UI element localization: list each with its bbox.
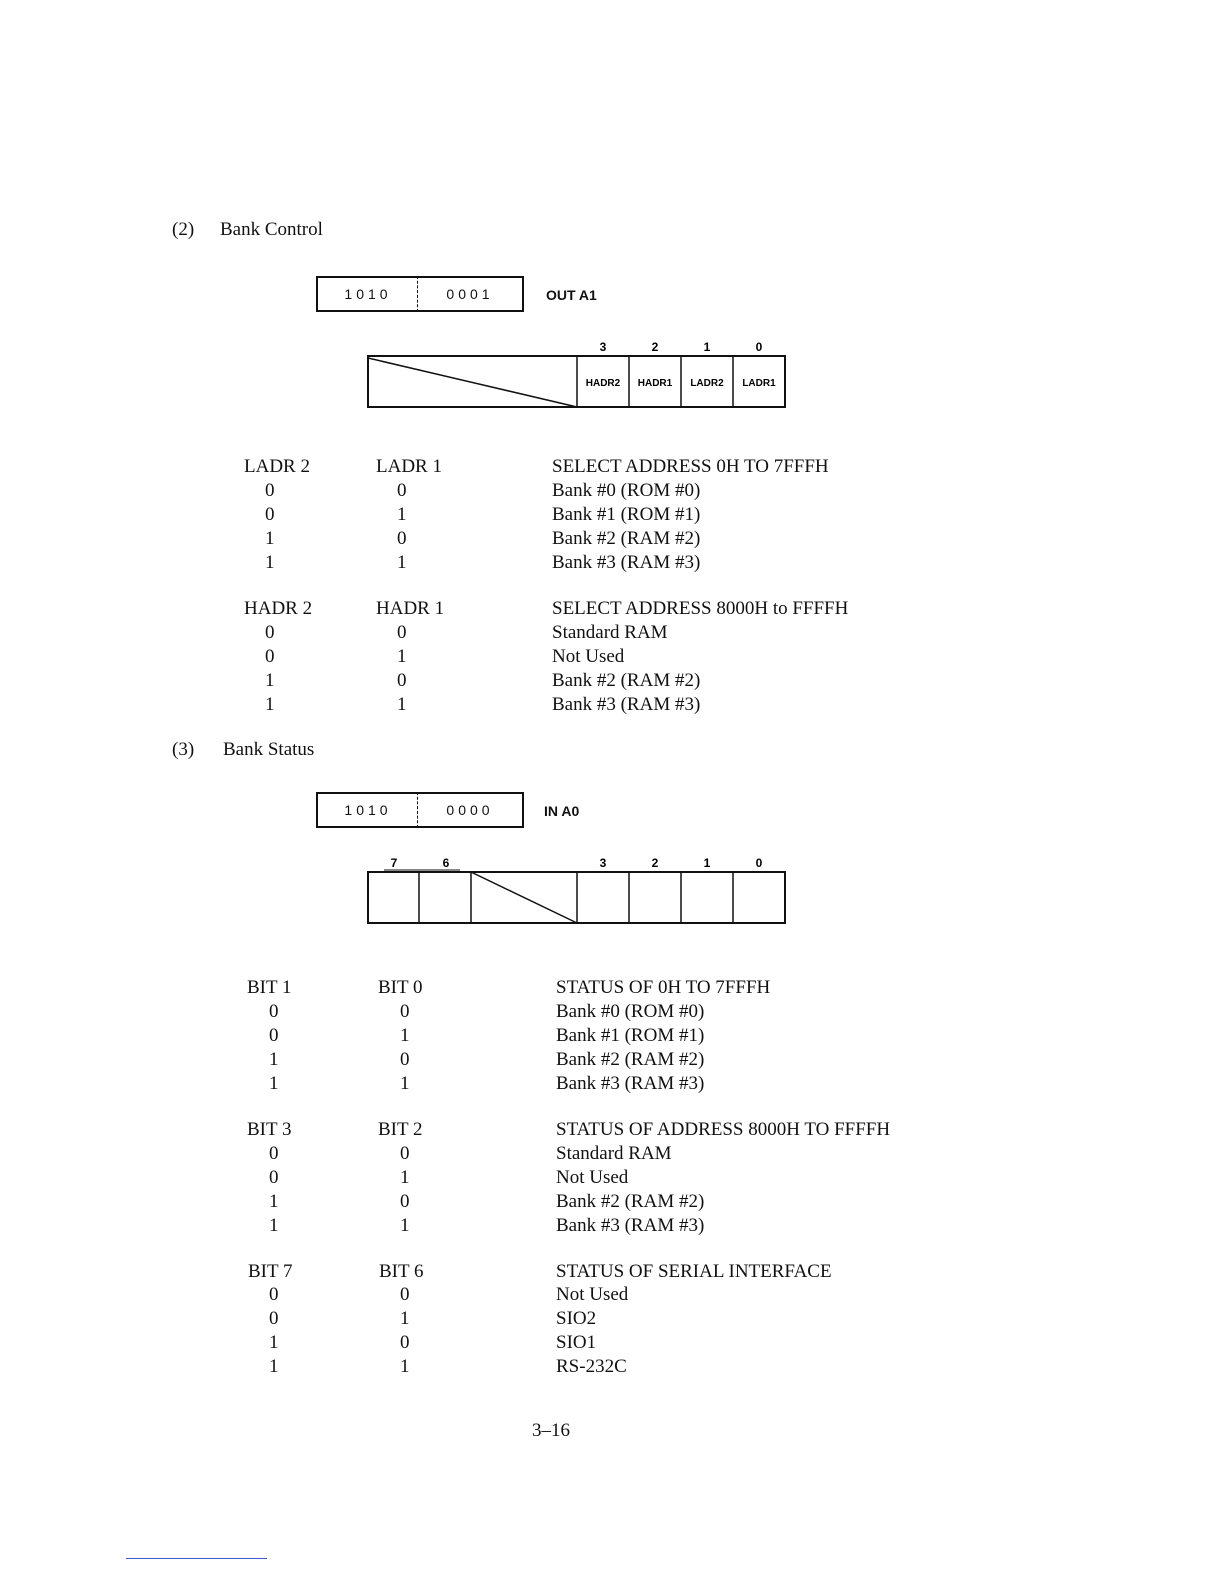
bit-number: 3 xyxy=(599,856,607,870)
bit-number: 7 xyxy=(390,856,398,870)
table-cell: 0 xyxy=(400,1001,410,1022)
table-cell: 1 xyxy=(397,694,407,715)
bit-number: 0 xyxy=(755,340,763,354)
table-cell: 0 xyxy=(269,1167,279,1188)
bit-number: 1 xyxy=(703,856,711,870)
table-cell: 0 xyxy=(397,480,407,501)
table-cell: 1 xyxy=(269,1215,279,1236)
table-cell: Bank #2 (RAM #2) xyxy=(556,1191,705,1212)
section-title: Bank Control xyxy=(220,219,323,240)
table-header: SELECT ADDRESS 0H TO 7FFFH xyxy=(552,456,829,477)
table-cell: Not Used xyxy=(552,646,625,667)
port-address-box-in xyxy=(316,792,524,828)
table-header: BIT 7 xyxy=(248,1261,293,1282)
bit-7-6-serial-table xyxy=(0,1260,1224,1384)
table-cell: Bank #2 (RAM #2) xyxy=(552,528,701,549)
port-address-high-nibble: 1010 xyxy=(344,802,392,818)
table-cell: 1 xyxy=(400,1073,410,1094)
scan-edge-line xyxy=(126,1558,267,1559)
table-cell: Bank #3 (RAM #3) xyxy=(556,1215,705,1236)
table-cell: 1 xyxy=(400,1167,410,1188)
port-address-box-out xyxy=(316,276,524,312)
section-heading-bank-control xyxy=(172,219,323,241)
port-label-out: OUT A1 xyxy=(546,287,597,303)
bit-field-label: HADR1 xyxy=(637,378,673,389)
table-cell: Not Used xyxy=(556,1167,629,1188)
bit-field-label: LADR2 xyxy=(690,378,724,389)
table-cell: 0 xyxy=(269,1308,279,1329)
bit-field-label: LADR1 xyxy=(742,378,776,389)
table-cell: 1 xyxy=(265,552,275,573)
table-header: LADR 1 xyxy=(376,456,442,477)
section-title: Bank Status xyxy=(223,739,315,760)
table-cell: Bank #1 (ROM #1) xyxy=(552,504,701,525)
table-cell: 0 xyxy=(400,1143,410,1164)
table-cell: 1 xyxy=(400,1356,410,1377)
bit-number: 0 xyxy=(755,856,763,870)
table-cell: 1 xyxy=(397,504,407,525)
table-cell: 0 xyxy=(269,1001,279,1022)
port-address-high-nibble: 1010 xyxy=(344,286,392,302)
table-cell: Standard RAM xyxy=(552,622,668,643)
table-header: SELECT ADDRESS 8000H to FFFFH xyxy=(552,598,849,619)
table-cell: 1 xyxy=(265,694,275,715)
bank-control-register-diagram xyxy=(360,334,800,414)
table-header: STATUS OF ADDRESS 8000H TO FFFFH xyxy=(556,1119,891,1140)
table-cell: 0 xyxy=(400,1332,410,1353)
table-header: BIT 6 xyxy=(379,1261,424,1282)
table-cell: 1 xyxy=(269,1073,279,1094)
table-cell: 0 xyxy=(397,528,407,549)
section-number: (2) xyxy=(172,219,195,240)
table-cell: 0 xyxy=(269,1284,279,1305)
table-cell: 0 xyxy=(400,1191,410,1212)
table-cell: 0 xyxy=(265,480,275,501)
unused-bits-slash xyxy=(368,358,577,407)
table-cell: 0 xyxy=(269,1025,279,1046)
table-cell: 0 xyxy=(265,622,275,643)
bit-number: 2 xyxy=(651,856,659,870)
table-cell: 0 xyxy=(397,622,407,643)
ladr-select-table xyxy=(0,455,1224,579)
table-cell: 1 xyxy=(269,1356,279,1377)
table-header: BIT 0 xyxy=(378,977,423,998)
table-header: BIT 1 xyxy=(247,977,292,998)
bit-number: 6 xyxy=(442,856,450,870)
unused-bits-slash xyxy=(471,872,577,923)
table-cell: SIO1 xyxy=(556,1332,597,1353)
hadr-select-table xyxy=(0,597,1224,721)
table-cell: 1 xyxy=(265,528,275,549)
table-cell: 0 xyxy=(397,670,407,691)
table-cell: 1 xyxy=(400,1308,410,1329)
table-header: STATUS OF 0H TO 7FFFH xyxy=(556,977,771,998)
bit-number: 1 xyxy=(703,340,711,354)
section-heading-bank-status xyxy=(172,739,314,761)
table-cell: RS-232C xyxy=(556,1356,627,1377)
table-cell: 0 xyxy=(265,646,275,667)
table-cell: 1 xyxy=(400,1025,410,1046)
bank-status-register-diagram xyxy=(360,850,800,930)
section-number: (3) xyxy=(172,739,195,760)
bit-1-0-status-table xyxy=(0,976,1224,1100)
table-header: HADR 2 xyxy=(244,598,313,619)
table-header: BIT 3 xyxy=(247,1119,292,1140)
table-cell: Bank #3 (RAM #3) xyxy=(556,1073,705,1094)
table-header: BIT 2 xyxy=(378,1119,423,1140)
table-cell: Bank #1 (ROM #1) xyxy=(556,1025,705,1046)
table-cell: 1 xyxy=(397,552,407,573)
page-number: 3–16 xyxy=(532,1420,570,1441)
table-cell: Bank #0 (ROM #0) xyxy=(556,1001,705,1022)
table-cell: 1 xyxy=(269,1049,279,1070)
table-cell: 0 xyxy=(265,504,275,525)
port-address-low-nibble: 0000 xyxy=(446,802,494,818)
table-cell: Bank #3 (RAM #3) xyxy=(552,694,701,715)
table-header: LADR 2 xyxy=(244,456,310,477)
table-cell: 1 xyxy=(265,670,275,691)
table-cell: Bank #2 (RAM #2) xyxy=(552,670,701,691)
table-cell: Standard RAM xyxy=(556,1143,672,1164)
table-cell: 0 xyxy=(400,1284,410,1305)
table-cell: SIO2 xyxy=(556,1308,597,1329)
bit-number-labels xyxy=(600,340,763,354)
table-cell: Bank #0 (ROM #0) xyxy=(552,480,701,501)
table-header: STATUS OF SERIAL INTERFACE xyxy=(556,1261,832,1282)
port-address-low-nibble: 0001 xyxy=(446,286,494,302)
table-cell: 1 xyxy=(397,646,407,667)
table-cell: 1 xyxy=(269,1332,279,1353)
table-header: HADR 1 xyxy=(376,598,445,619)
table-cell: Bank #2 (RAM #2) xyxy=(556,1049,705,1070)
bit-number: 3 xyxy=(599,340,607,354)
bit-number: 2 xyxy=(651,340,659,354)
bit-3-2-status-table xyxy=(0,1118,1224,1242)
table-cell: 0 xyxy=(269,1143,279,1164)
port-label-in: IN A0 xyxy=(544,803,580,819)
table-cell: 1 xyxy=(269,1191,279,1212)
table-cell: Not Used xyxy=(556,1284,629,1305)
table-cell: 0 xyxy=(400,1049,410,1070)
bit-number-labels xyxy=(391,856,763,870)
table-cell: Bank #3 (RAM #3) xyxy=(552,552,701,573)
table-cell: 1 xyxy=(400,1215,410,1236)
bit-field-label: HADR2 xyxy=(585,378,621,389)
